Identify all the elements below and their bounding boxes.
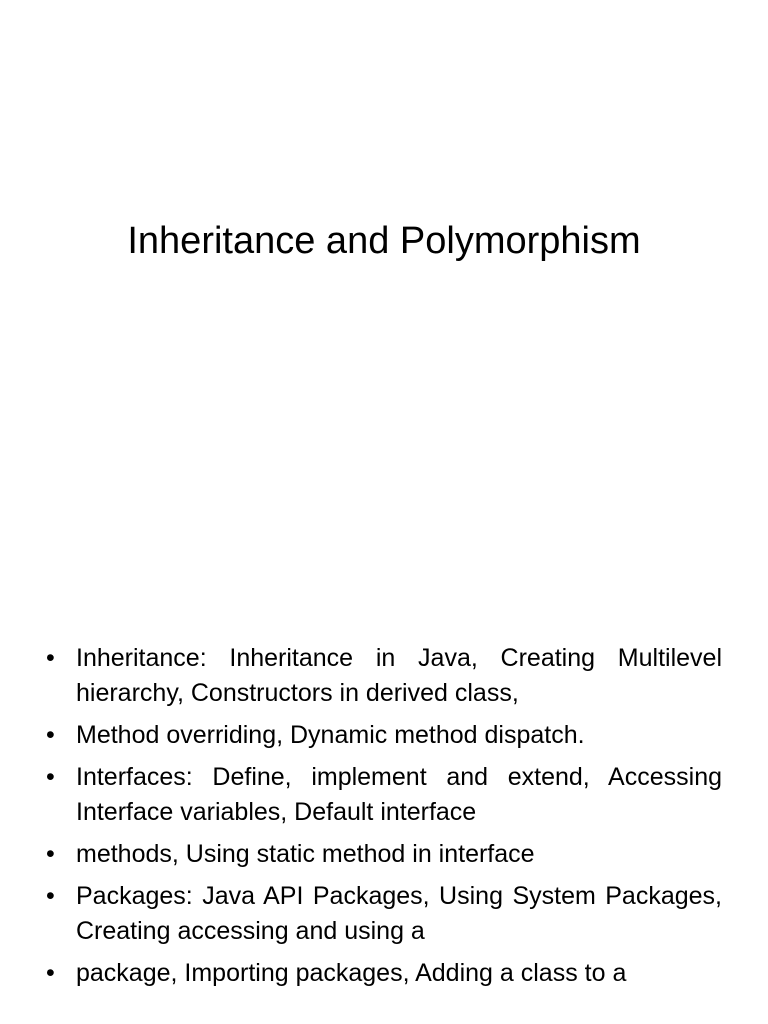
bullet-text: package, Importing packages, Adding a class to a <box>76 959 627 987</box>
bullet-icon: • <box>46 721 55 749</box>
bullet-icon: • <box>46 882 55 910</box>
list-item <box>46 837 722 872</box>
bullet-icon: • <box>46 959 55 987</box>
bullet-icon: • <box>46 840 55 868</box>
bullet-text: methods, Using static method in interface <box>76 840 535 868</box>
bullet-list <box>46 641 722 998</box>
bullet-text: Inheritance: Inheritance in Java, Creating Multilevel hierarchy, Constructors in derived class, <box>76 644 722 707</box>
slide-title: Inheritance and Polymorphism <box>127 220 641 262</box>
list-item <box>46 879 722 949</box>
list-item <box>46 718 722 753</box>
bullet-text: Method overriding, Dynamic method dispatch. <box>76 721 585 749</box>
bullet-icon: • <box>46 763 55 791</box>
list-item <box>46 760 722 830</box>
bullet-icon: • <box>46 644 55 672</box>
bullet-text: Packages: Java API Packages, Using System Packages, Creating accessing and using a <box>76 882 722 945</box>
list-item <box>46 956 722 991</box>
list-item <box>46 641 722 711</box>
bullet-text: Interfaces: Define, implement and extend, Accessing Interface variables, Default interface <box>76 763 722 826</box>
